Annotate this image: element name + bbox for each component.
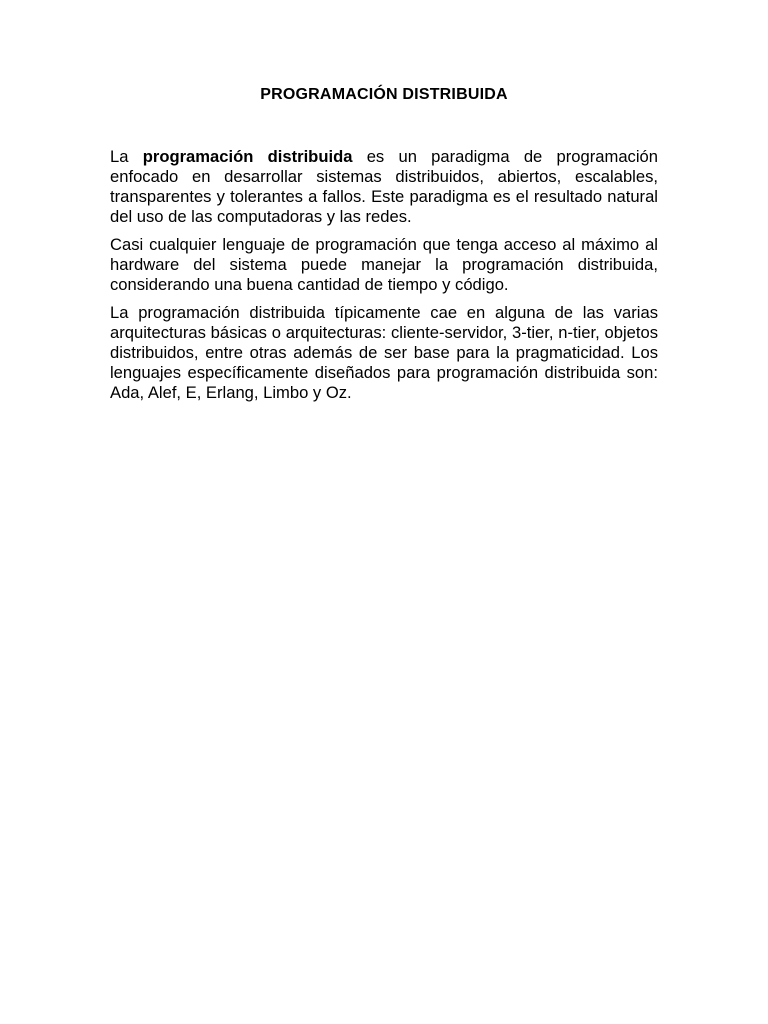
paragraph-2: Casi cualquier lenguaje de programación que tenga acceso al máximo al hardware del sistema puede manejar la programación distribuida, considerando una buena cantidad de tiempo y código. [110, 235, 658, 294]
document-title: PROGRAMACIÓN DISTRIBUIDA [260, 86, 508, 103]
paragraph-1-rest: es un paradigma de programación enfocado en desarrollar sistemas distribuidos, abiertos, escalables, transparentes y tolerantes a fallos. Este paradigma es el resultado natural del uso de las computadoras y las redes. [110, 147, 658, 226]
paragraph-1 [110, 147, 658, 227]
paragraph-1-bold-term: programación distribuida [142, 147, 353, 166]
paragraph-3: La programación distribuida típicamente cae en alguna de las varias arquitecturas básicas o arquitecturas: cliente-servidor, 3-tier, n-tier, objetos distribuidos, entre otras además de ser base para la pragmaticidad. Los lenguajes específicamente diseñados para programación distribuida son: Ada, Alef, E, Erlang, Limbo y Oz. [110, 303, 658, 402]
document-body [110, 147, 658, 411]
paragraph-1-lead: La [110, 147, 143, 166]
